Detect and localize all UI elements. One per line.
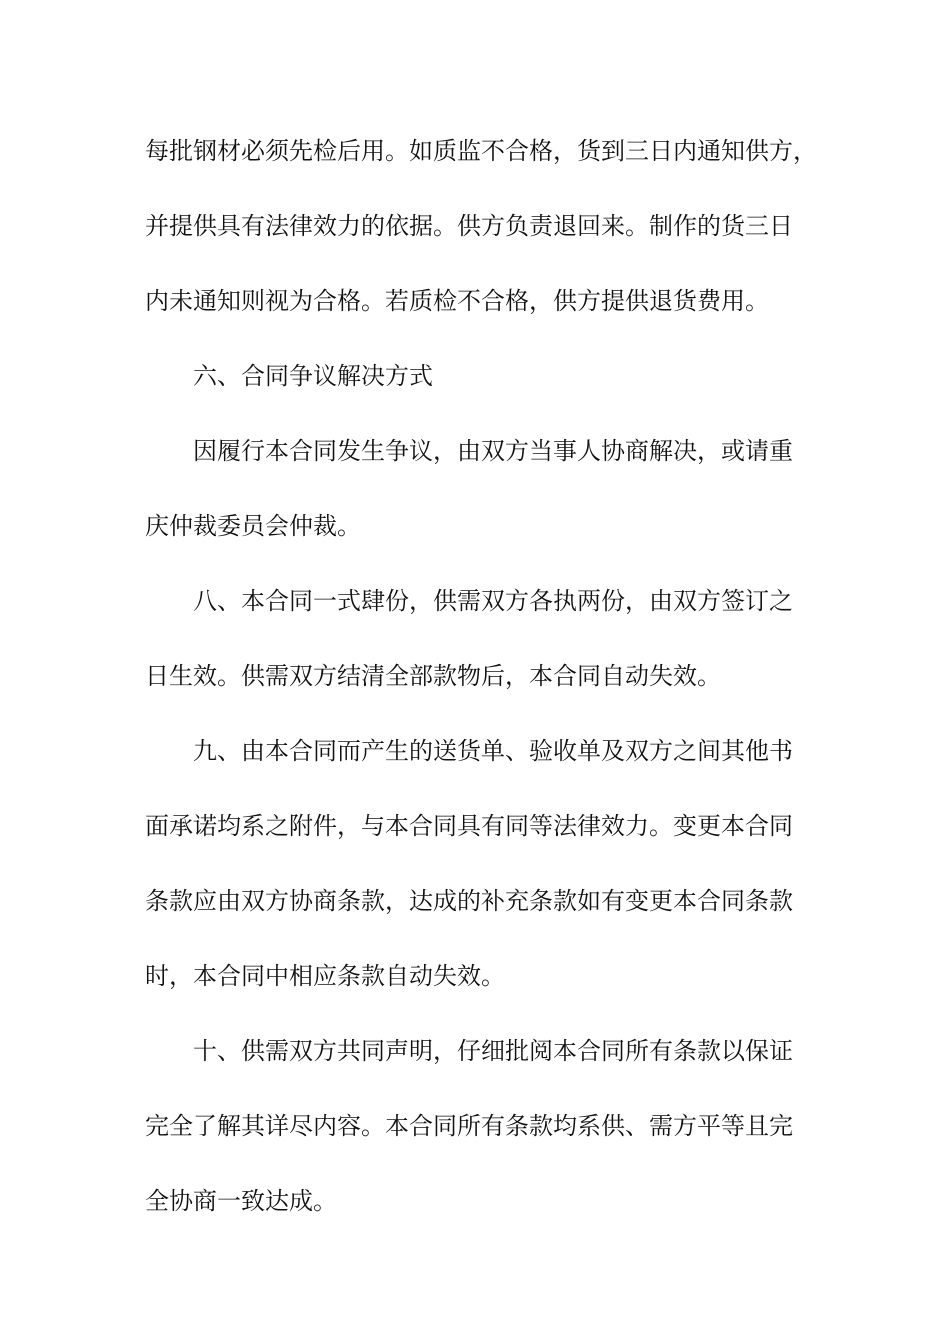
text-line: 九、由本合同而产生的送货单、验收单及双方之间其他书 [193,737,793,765]
text-line: 面承诺均系之附件，与本合同具有同等法律效力。变更本合同 [145,812,793,840]
text-line: 十、供需双方共同声明，仔细批阅本合同所有条款以保证 [193,1037,793,1065]
text-line: 八、本合同一式肆份，供需双方各执两份，由双方签订之 [193,587,793,615]
text-line: 完全了解其详尽内容。本合同所有条款均系供、需方平等且完 [145,1112,793,1140]
text-line: 时，本合同中相应条款自动失效。 [145,962,505,990]
text-line: 内未通知则视为合格。若质检不合格，供方提供退货费用。 [145,287,769,315]
section-heading: 六、合同争议解决方式 [193,362,433,390]
text-line: 条款应由双方协商条款，达成的补充条款如有变更本合同条款 [145,887,793,915]
text-line: 日生效。供需双方结清全部款物后，本合同自动失效。 [145,662,721,690]
text-line: 全协商一致达成。 [145,1187,337,1215]
text-line: 每批钢材必须先检后用。如质监不合格，货到三日内通知供方， [145,137,817,165]
text-line: 并提供具有法律效力的依据。供方负责退回来。制作的货三日 [145,212,793,240]
text-line: 因履行本合同发生争议，由双方当事人协商解决，或请重 [193,437,793,465]
text-line: 庆仲裁委员会仲裁。 [145,512,361,540]
